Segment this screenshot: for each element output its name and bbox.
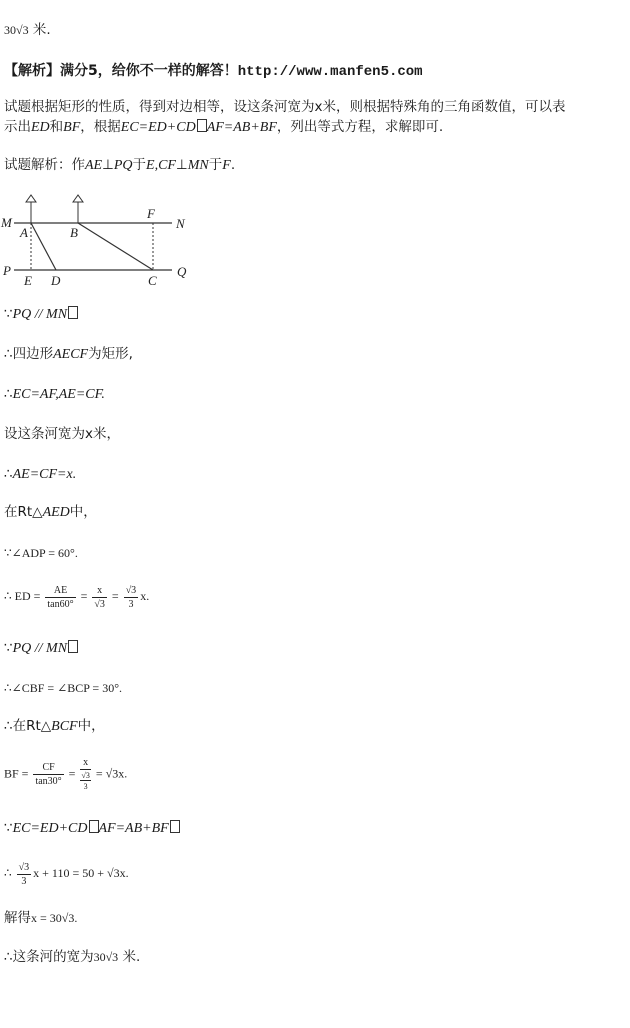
idea-bf: BF: [63, 120, 81, 135]
step-angle-adp: ∵∠ADP = 60°.: [4, 546, 78, 560]
step-aecf: AECF: [53, 347, 89, 362]
fraction: [45, 585, 75, 610]
formula-text: =: [108, 589, 122, 603]
missing-glyph-box: [170, 820, 180, 833]
idea-eq-af: AF=AB+BF: [206, 120, 277, 135]
numerator: AE: [45, 585, 75, 598]
answer-number: 30: [4, 23, 16, 37]
denominator: 3: [21, 875, 27, 887]
step-ed-formula: [4, 583, 149, 610]
river-diagram: [0, 192, 200, 292]
label-b: B: [70, 225, 78, 240]
label-a: A: [20, 225, 28, 240]
step-text: PQ // MN: [12, 641, 68, 656]
therefore-symbol: ∴: [4, 466, 13, 482]
formula-text: = √3x.: [92, 766, 128, 781]
arrow-b-head: [73, 195, 83, 202]
final-value: 30√3: [93, 950, 119, 964]
denominator: √3: [94, 598, 105, 610]
missing-glyph-box: [197, 119, 207, 132]
label-n: N: [176, 216, 185, 231]
denominator: tan60°: [47, 598, 74, 610]
idea-text: ，列出等式方程，求解即可.: [276, 119, 444, 135]
formula-text: ∴ ED =: [4, 589, 44, 603]
step-ec-af-relations: [4, 818, 180, 839]
step-rt-bcf: [4, 716, 105, 737]
step-text: 米.: [118, 949, 141, 965]
formula-text: =: [65, 766, 79, 781]
idea-text: 和: [49, 119, 64, 135]
therefore-symbol: ∴: [4, 386, 13, 402]
label-e: E: [24, 273, 32, 288]
intro-text: 试题解析：作: [4, 157, 85, 173]
label-f: F: [147, 206, 155, 221]
missing-glyph-box: [89, 820, 99, 833]
idea-line-2: [4, 117, 443, 138]
fraction: [124, 585, 139, 610]
solution-value: x = 30√3.: [31, 911, 78, 925]
step-text: 在Rt△: [4, 504, 43, 520]
sub-fraction: [80, 771, 90, 791]
numerator: x: [92, 585, 107, 598]
step-text: 为矩形,: [88, 346, 133, 362]
site-url[interactable]: http://www.manfen5.com: [237, 64, 423, 80]
step-equal-sides: [4, 384, 105, 405]
intro-pq: PQ: [113, 158, 133, 173]
step-aed: AED: [42, 505, 70, 520]
solution-intro: [4, 155, 235, 176]
idea-eq-ec: EC=ED+CD: [120, 120, 196, 135]
segment-ad: [31, 223, 56, 270]
formula-text: x + 110 = 50 + √3x.: [33, 866, 129, 880]
answer-unit: 米.: [28, 22, 51, 38]
denominator: tan30°: [35, 776, 62, 787]
idea-ed: ED: [31, 120, 50, 135]
intro-text: .: [230, 157, 236, 173]
perp-symbol: ⊥: [176, 157, 188, 173]
fraction: [33, 762, 63, 787]
step-rt-aed: [4, 502, 97, 523]
label-c: C: [148, 273, 157, 288]
step-text: 中，: [69, 504, 97, 520]
step-equation: [4, 860, 129, 887]
segment-bc: [78, 223, 153, 270]
step-text: 四边形: [12, 346, 54, 362]
step-pq-parallel-mn-2: [4, 638, 78, 659]
step-ae-cf-x: [4, 464, 76, 485]
answer-radical: √3: [16, 23, 29, 37]
intro-f: F: [222, 158, 231, 173]
because-symbol: ∵: [4, 820, 13, 836]
formula-text: =: [77, 589, 91, 603]
because-symbol: ∵: [4, 640, 13, 656]
top-answer: [4, 20, 51, 40]
sub-denominator: 3: [83, 782, 88, 791]
numerator: CF: [33, 762, 63, 775]
because-symbol: ∵: [4, 306, 13, 322]
final-answer: [4, 947, 140, 967]
step-pq-parallel-mn: [4, 304, 78, 325]
intro-mn: MN: [187, 158, 209, 173]
step-text: EC=AF,AE=CF.: [12, 387, 105, 402]
step-text: 解得: [4, 910, 31, 926]
step-af: AF=AB+BF: [98, 821, 169, 836]
step-bf-formula: [4, 757, 127, 792]
step-text: ∴这条河的宽为: [4, 949, 94, 965]
analysis-header: [4, 60, 423, 80]
formula-text: x.: [140, 589, 150, 603]
intro-text: 于: [208, 157, 223, 173]
label-m: M: [1, 215, 12, 230]
label-d: D: [51, 273, 61, 288]
intro-text: 于: [132, 157, 147, 173]
perp-symbol: ⊥: [102, 157, 114, 173]
step-text: ∴在Rt△: [4, 718, 52, 734]
step-solve: [4, 908, 77, 928]
step-text: AE=CF=x.: [12, 467, 77, 482]
idea-text: ，根据: [80, 119, 121, 135]
step-text: PQ // MN: [12, 307, 68, 322]
sub-numerator: √3: [81, 771, 90, 780]
arrow-a-head: [26, 195, 36, 202]
intro-ae: AE: [85, 158, 103, 173]
numerator: x: [80, 757, 90, 770]
denominator: 3: [128, 598, 134, 610]
missing-glyph-box: [68, 640, 78, 653]
step-text: 中，: [77, 718, 105, 734]
compound-fraction: [80, 757, 90, 792]
fraction: [92, 585, 107, 610]
missing-glyph-box: [68, 306, 78, 319]
numerator: √3: [18, 861, 30, 873]
step-bcf: BCF: [51, 719, 78, 734]
step-ec: EC=ED+CD: [12, 821, 88, 836]
idea-text: 示出: [4, 119, 31, 135]
label-q: Q: [177, 264, 187, 279]
idea-line-1: 试题根据矩形的性质，得到对边相等，设这条河宽为x米，则根据特殊角的三角函数值，可以表: [4, 99, 566, 115]
label-p: P: [3, 263, 11, 278]
therefore-symbol: ∴: [4, 866, 15, 880]
numerator: √3: [125, 584, 137, 596]
formula-text: BF =: [4, 766, 32, 781]
step-rectangle: [4, 344, 133, 365]
step-angle-cbf: ∴∠CBF = ∠BCP = 30°.: [4, 681, 122, 695]
intro-e-cf: E,CF: [146, 158, 176, 173]
denominator: [80, 770, 90, 792]
analysis-title: 【解析】满分5，给你不一样的解答！: [4, 63, 238, 79]
step-let-width: 设这条河宽为x米，: [4, 426, 120, 442]
fraction: [17, 862, 32, 887]
therefore-symbol: ∴: [4, 346, 13, 362]
